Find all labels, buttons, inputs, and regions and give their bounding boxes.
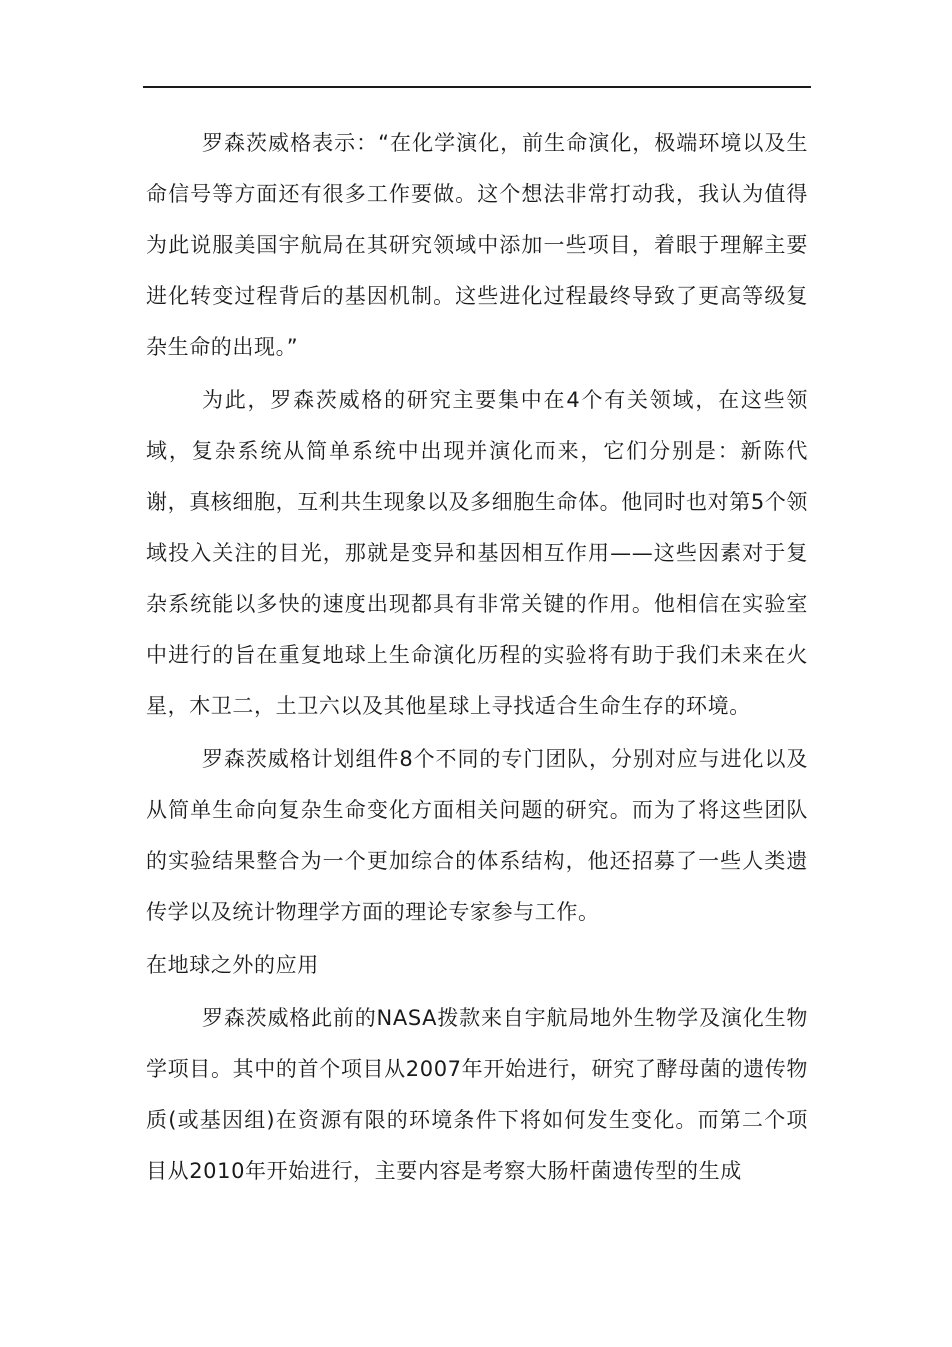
document-body — [146, 118, 808, 1199]
section-heading: 在地球之外的应用 — [146, 953, 319, 977]
paragraph-1: 罗森茨威格表示：“在化学演化，前生命演化，极端环境以及生命信号等方面还有很多工作要做。这个想法非常打动我，我认为值得为此说服美国宇航局在其研究领域中添加一些项目，着眼于理解主要进化转变过程背后的基因机制。这些进化过程最终导致了更高等级复杂生命的出现。” — [146, 131, 808, 359]
paragraph-2: 为此，罗森茨威格的研究主要集中在4个有关领域，在这些领域，复杂系统从简单系统中出现并演化而来，它们分别是：新陈代谢，真核细胞，互利共生现象以及多细胞生命体。他同时也对第5个领域投入关注的目光，那就是变异和基因相互作用——这些因素对于复杂系统能以多快的速度出现都具有非常关键的作用。他相信在实验室中进行的旨在重复地球上生命演化历程的实验将有助于我们未来在火星，木卫二，土卫六以及其他星球上寻找适合生命生存的环境。 — [146, 388, 808, 718]
header-rule — [143, 86, 811, 88]
paragraph-3: 罗森茨威格计划组件8个不同的专门团队，分别对应与进化以及从简单生命向复杂生命变化方面相关问题的研究。而为了将这些团队的实验结果整合为一个更加综合的体系结构，他还招募了一些人类遗传学以及统计物理学方面的理论专家参与工作。 — [146, 747, 808, 924]
paragraph-4: 罗森茨威格此前的NASA拨款来自宇航局地外生物学及演化生物学项目。其中的首个项目从2007年开始进行，研究了酵母菌的遗传物质(或基因组)在资源有限的环境条件下将如何发生变化。而第二个项目从2010年开始进行，主要内容是考察大肠杆菌遗传型的生成 — [146, 1006, 808, 1183]
